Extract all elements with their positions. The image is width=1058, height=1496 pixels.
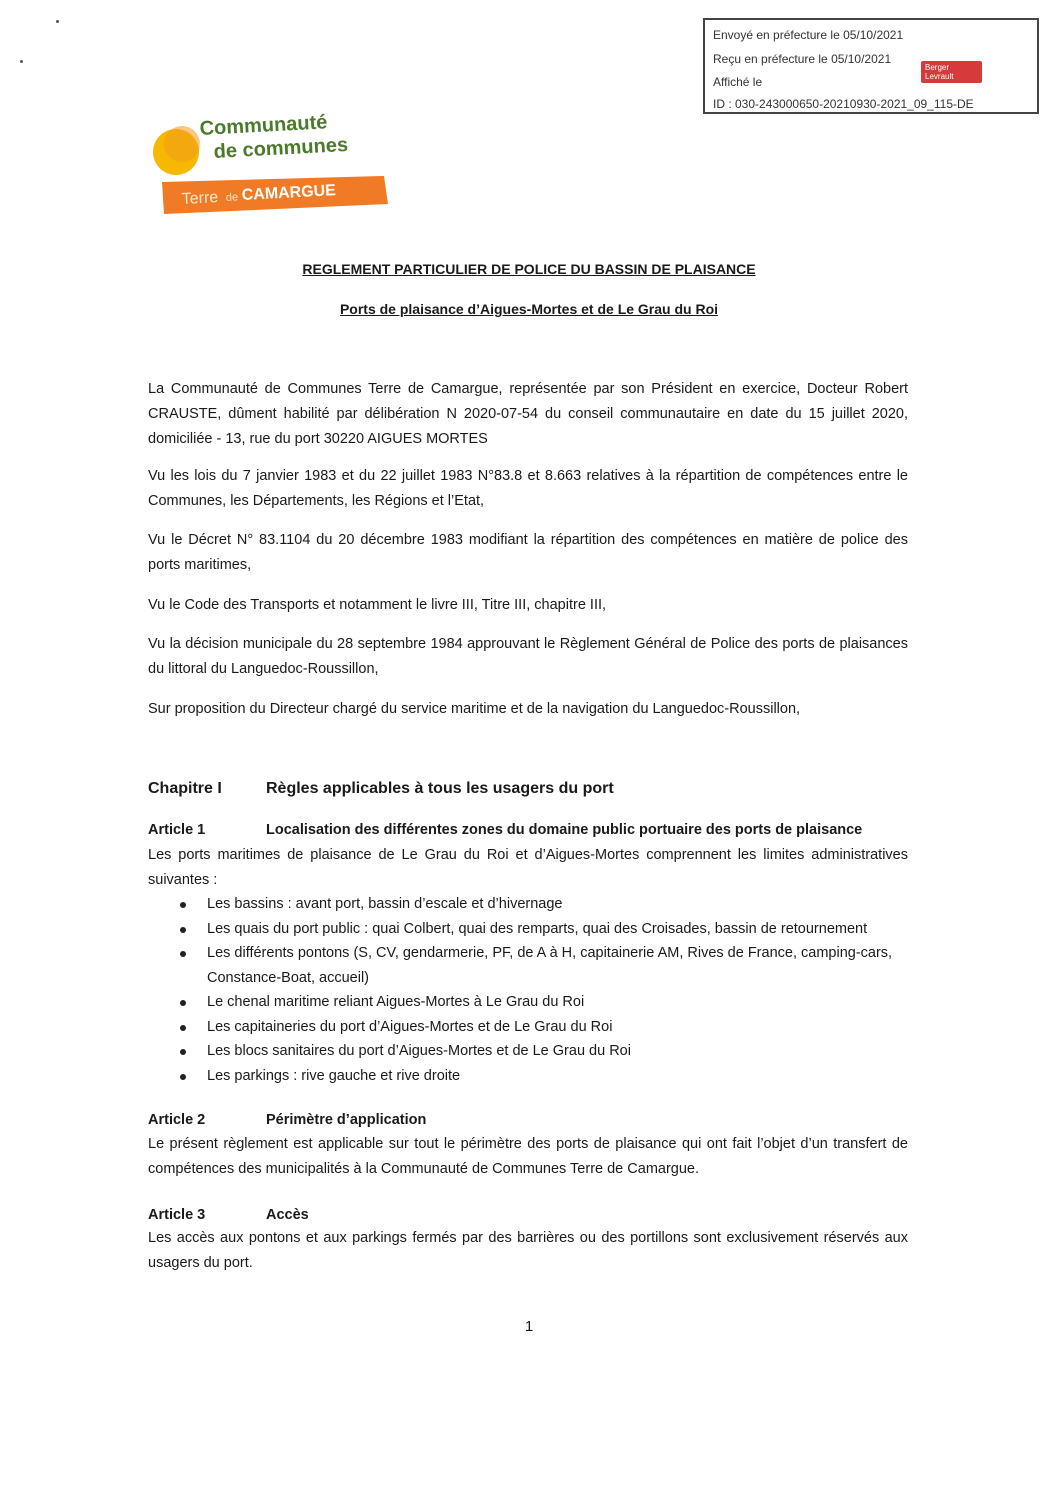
bullet-icon: [180, 1000, 186, 1006]
logo-band-terre: Terre: [181, 189, 219, 208]
chapter-label: Chapitre I: [148, 780, 222, 797]
bullet-icon: [180, 1025, 186, 1031]
berger-levrault-logo: Berger Levrault: [921, 61, 982, 83]
article-1-label: Article 1: [148, 822, 206, 838]
logo-band-de: de: [225, 191, 239, 204]
preamble-paragraph: Vu le Code des Transports et notamment le livre III, Titre III, chapitre III,: [148, 597, 607, 613]
preamble-paragraph: Vu la décision municipale du 28 septembre 1984 approuvant le Règlement Général de Police des ports de plaisances du littoral du Languedoc-Roussillon,: [148, 636, 908, 677]
logo-line2: de communes: [213, 133, 349, 163]
list-item: Les différents pontons (S, CV, gendarmerie, PF, de A à H, capitainerie AM, Rives de France, camping-cars, Constance-Boat, accueil): [178, 941, 908, 990]
list-item: Les bassins : avant port, bassin d’escale et d’hivernage: [178, 892, 908, 917]
document-title: REGLEMENT PARTICULIER DE POLICE DU BASSIN DE PLAISANCE: [302, 261, 756, 277]
stamp-posted-line: Affiché le: [713, 75, 763, 89]
logo-line1: Communauté: [199, 111, 328, 140]
article-3-text: Les accès aux pontons et aux parkings fermés par des barrières ou des portillons sont exclusivement réservés aux usagers du port.: [148, 1230, 908, 1271]
article-2-heading: [148, 1112, 426, 1128]
preamble-paragraph: La Communauté de Communes Terre de Camargue, représentée par son Président en exercice, Docteur Robert CRAUSTE, dûment habilité par délibération N 2020-07-54 du conseil communautaire en date du 15 juillet 2020, domiciliée - 13, rue du port 30220 AIGUES MORTES: [148, 381, 908, 447]
logo-band-camargue: CAMARGUE: [241, 182, 337, 204]
preamble-paragraph: Vu le Décret N° 83.1104 du 20 décembre 1983 modifiant la répartition des compétences en matière de police des ports maritimes,: [148, 532, 908, 573]
bullet-icon: [180, 927, 186, 933]
document-subtitle: Ports de plaisance d’Aigues-Mortes et de Le Grau du Roi: [339, 301, 719, 317]
chapter-title: Règles applicables à tous les usagers du port: [266, 780, 614, 797]
community-logo: [148, 110, 408, 220]
article-2-text: Le présent règlement est applicable sur tout le périmètre des ports de plaisance qui ont fait l’objet d’un transfert de compétences des municipalités à la Communauté de Communes Terre de Camargue.: [148, 1136, 908, 1177]
stamp-sent-line: Envoyé en préfecture le 05/10/2021: [713, 28, 904, 42]
chapter-heading: [148, 780, 614, 798]
article-2-title: Périmètre d’application: [266, 1112, 427, 1128]
page-number: 1: [524, 1318, 534, 1335]
bullet-icon: [180, 1049, 186, 1055]
article-1-list: [178, 892, 908, 1088]
list-item: Les quais du port public : quai Colbert, quai des remparts, quai des Croisades, bassin de retournement: [178, 917, 908, 942]
article-3-label: Article 3: [148, 1207, 206, 1223]
scan-speck: [20, 60, 23, 63]
article-3-title: Accès: [266, 1207, 309, 1223]
preamble-paragraph: Sur proposition du Directeur chargé du service maritime et de la navigation du Languedoc-Roussillon,: [148, 701, 801, 717]
scan-speck: [56, 20, 59, 23]
bullet-icon: [180, 951, 186, 957]
article-1-heading: [148, 822, 862, 838]
preamble-paragraph: Vu les lois du 7 janvier 1983 et du 22 juillet 1983 N°83.8 et 8.663 relatives à la répartition de compétences entre le Communes, les Départements, les Régions et l’Etat,: [148, 468, 908, 509]
prefecture-stamp: [703, 18, 1039, 114]
article-1-title: Localisation des différentes zones du domaine public portuaire des ports de plaisance: [266, 822, 863, 838]
bullet-icon: [180, 1074, 186, 1080]
stamp-received-line: Reçu en préfecture le 05/10/2021: [713, 52, 892, 66]
article-2-label: Article 2: [148, 1112, 206, 1128]
article-3-heading: [148, 1207, 309, 1223]
stamp-id-line: ID : 030-243000650-20210930-2021_09_115-DE: [713, 97, 974, 111]
list-item: Les parkings : rive gauche et rive droite: [178, 1064, 908, 1089]
list-item: Les blocs sanitaires du port d’Aigues-Mortes et de Le Grau du Roi: [178, 1039, 908, 1064]
list-item: Les capitaineries du port d’Aigues-Mortes et de Le Grau du Roi: [178, 1015, 908, 1040]
list-item: Le chenal maritime reliant Aigues-Mortes à Le Grau du Roi: [178, 990, 908, 1015]
bullet-icon: [180, 902, 186, 908]
article-1-intro: Les ports maritimes de plaisance de Le Grau du Roi et d’Aigues-Mortes comprennent les limites administratives suivantes :: [148, 847, 908, 888]
